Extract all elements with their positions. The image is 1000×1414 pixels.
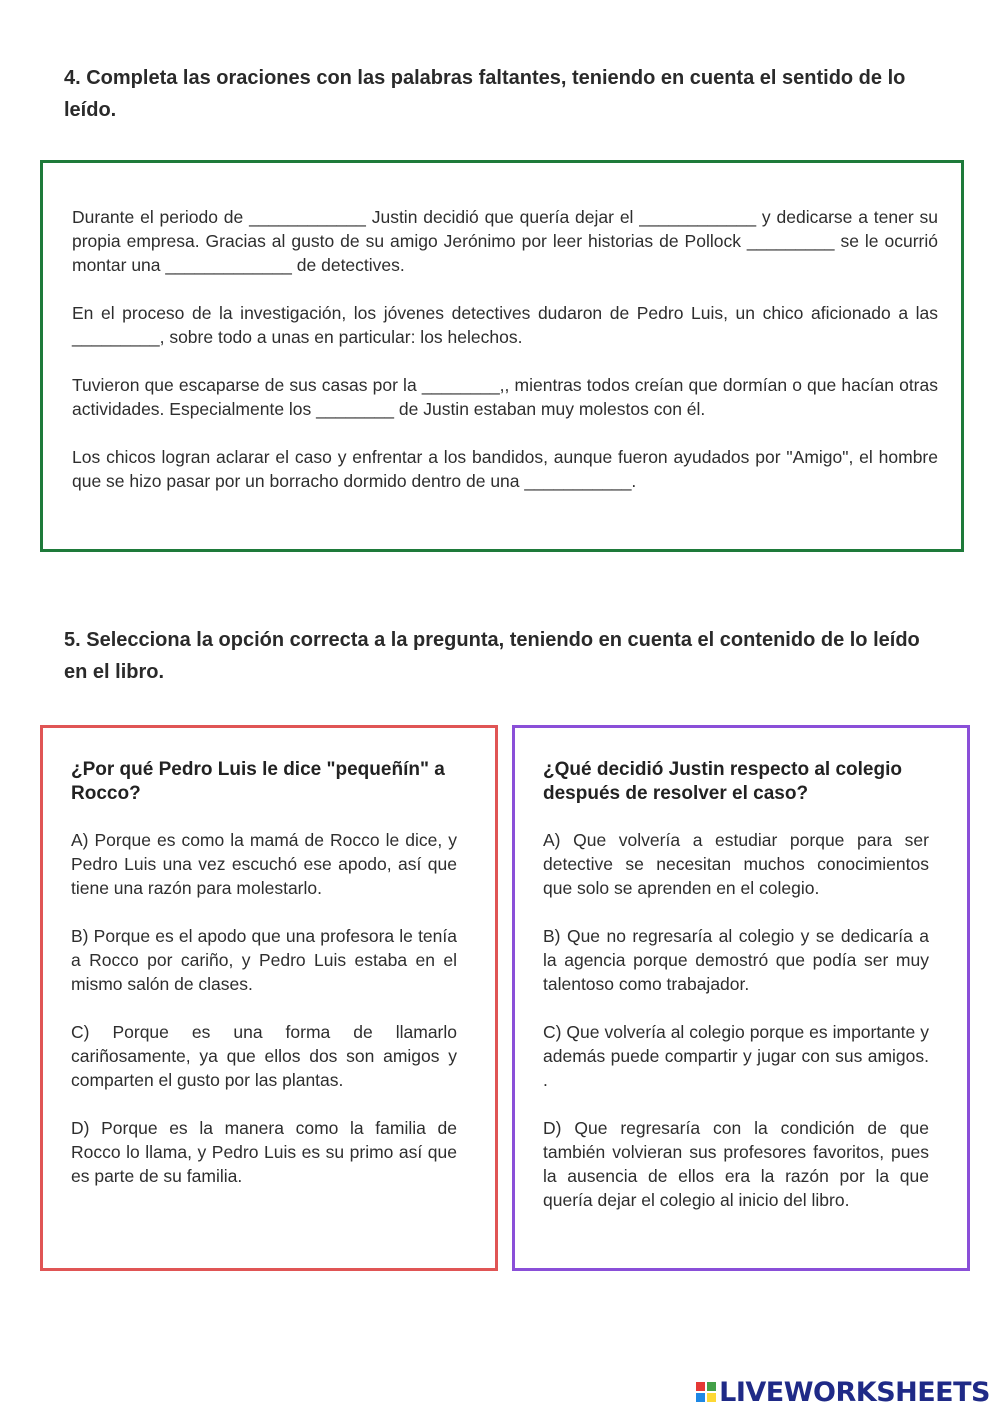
section-5-heading: 5. Selecciona la opción correcta a la pregunta, teniendo en cuenta el contenido de lo leído en el libro.: [64, 629, 920, 683]
fill-in-paragraph-3: Tuvieron que escaparse de sus casas por la ________,, mientras todos creían que dormían o que hacían otras actividades. Especialmente los ________ de Justin estaban muy molestos con él.: [72, 375, 938, 419]
fill-in-paragraph-2: En el proceso de la investigación, los jóvenes detectives dudaron de Pedro Luis, un chico aficionado a las _________, sobre todo a unas en particular: los helechos.: [72, 303, 938, 347]
question-1-box: [40, 725, 498, 1271]
question-1-title: ¿Por qué Pedro Luis le dice "pequeñín" a Rocco?: [71, 759, 445, 804]
fill-in-box: [40, 160, 964, 552]
fill-in-paragraph-4: Los chicos logran aclarar el caso y enfrentar a los bandidos, aunque fueron ayudados por "Amigo", el hombre que se hizo pasar por un borracho dormido dentro de una ___________.: [72, 447, 938, 491]
question-2-title: ¿Qué decidió Justin respecto al colegio después de resolver el caso?: [543, 759, 902, 804]
question-1-option-c[interactable]: C) Porque es una forma de llamarlo cariñosamente, ya que ellos dos son amigos y comparten el gusto por las plantas.: [71, 1022, 457, 1090]
question-2-box: [512, 725, 970, 1271]
question-2-option-b[interactable]: B) Que no regresaría al colegio y se dedicaría a la agencia porque demostró que podía ser muy talentoso como trabajador.: [543, 926, 929, 994]
fill-in-text: [72, 205, 938, 517]
question-2-option-d[interactable]: D) Que regresaría con la condición de que también volvieran sus profesores favoritos, pues la ausencia de ellos era la razón por la que quería dejar el colegio al inicio del libro.: [543, 1118, 929, 1210]
section-4-heading: 4. Completa las oraciones con las palabras faltantes, teniendo en cuenta el sentido de lo leído.: [64, 67, 906, 121]
fill-in-paragraph-1: Durante el periodo de ____________ Justin decidió que quería dejar el ____________ y dedicarse a tener su propia empresa. Gracias al gusto de su amigo Jerónimo por leer historias de Pollock _________ se le ocurrió montar una _____________ de detectives.: [72, 207, 938, 275]
liveworksheets-logo-icon: [696, 1382, 716, 1402]
liveworksheets-logo-text: LIVEWORKSHEETS: [719, 1376, 990, 1408]
question-2-option-c[interactable]: C) Que volvería al colegio porque es importante y además puede compartir y jugar con sus amigos. .: [543, 1022, 929, 1090]
question-1-option-a[interactable]: A) Porque es como la mamá de Rocco le dice, y Pedro Luis una vez escuchó ese apodo, así que tiene una razón para molestarlo.: [71, 830, 457, 898]
question-2-option-a[interactable]: A) Que volvería a estudiar porque para ser detective se necesitan muchos conocimientos que solo se aprenden en el colegio.: [543, 830, 929, 898]
question-1-option-b[interactable]: B) Porque es el apodo que una profesora le tenía a Rocco por cariño, y Pedro Luis estaba en el mismo salón de clases.: [71, 926, 457, 994]
liveworksheets-logo[interactable]: [696, 1376, 990, 1408]
question-1-option-d[interactable]: D) Porque es la manera como la familia de Rocco lo llama, y Pedro Luis es su primo así que es parte de su familia.: [71, 1118, 457, 1186]
